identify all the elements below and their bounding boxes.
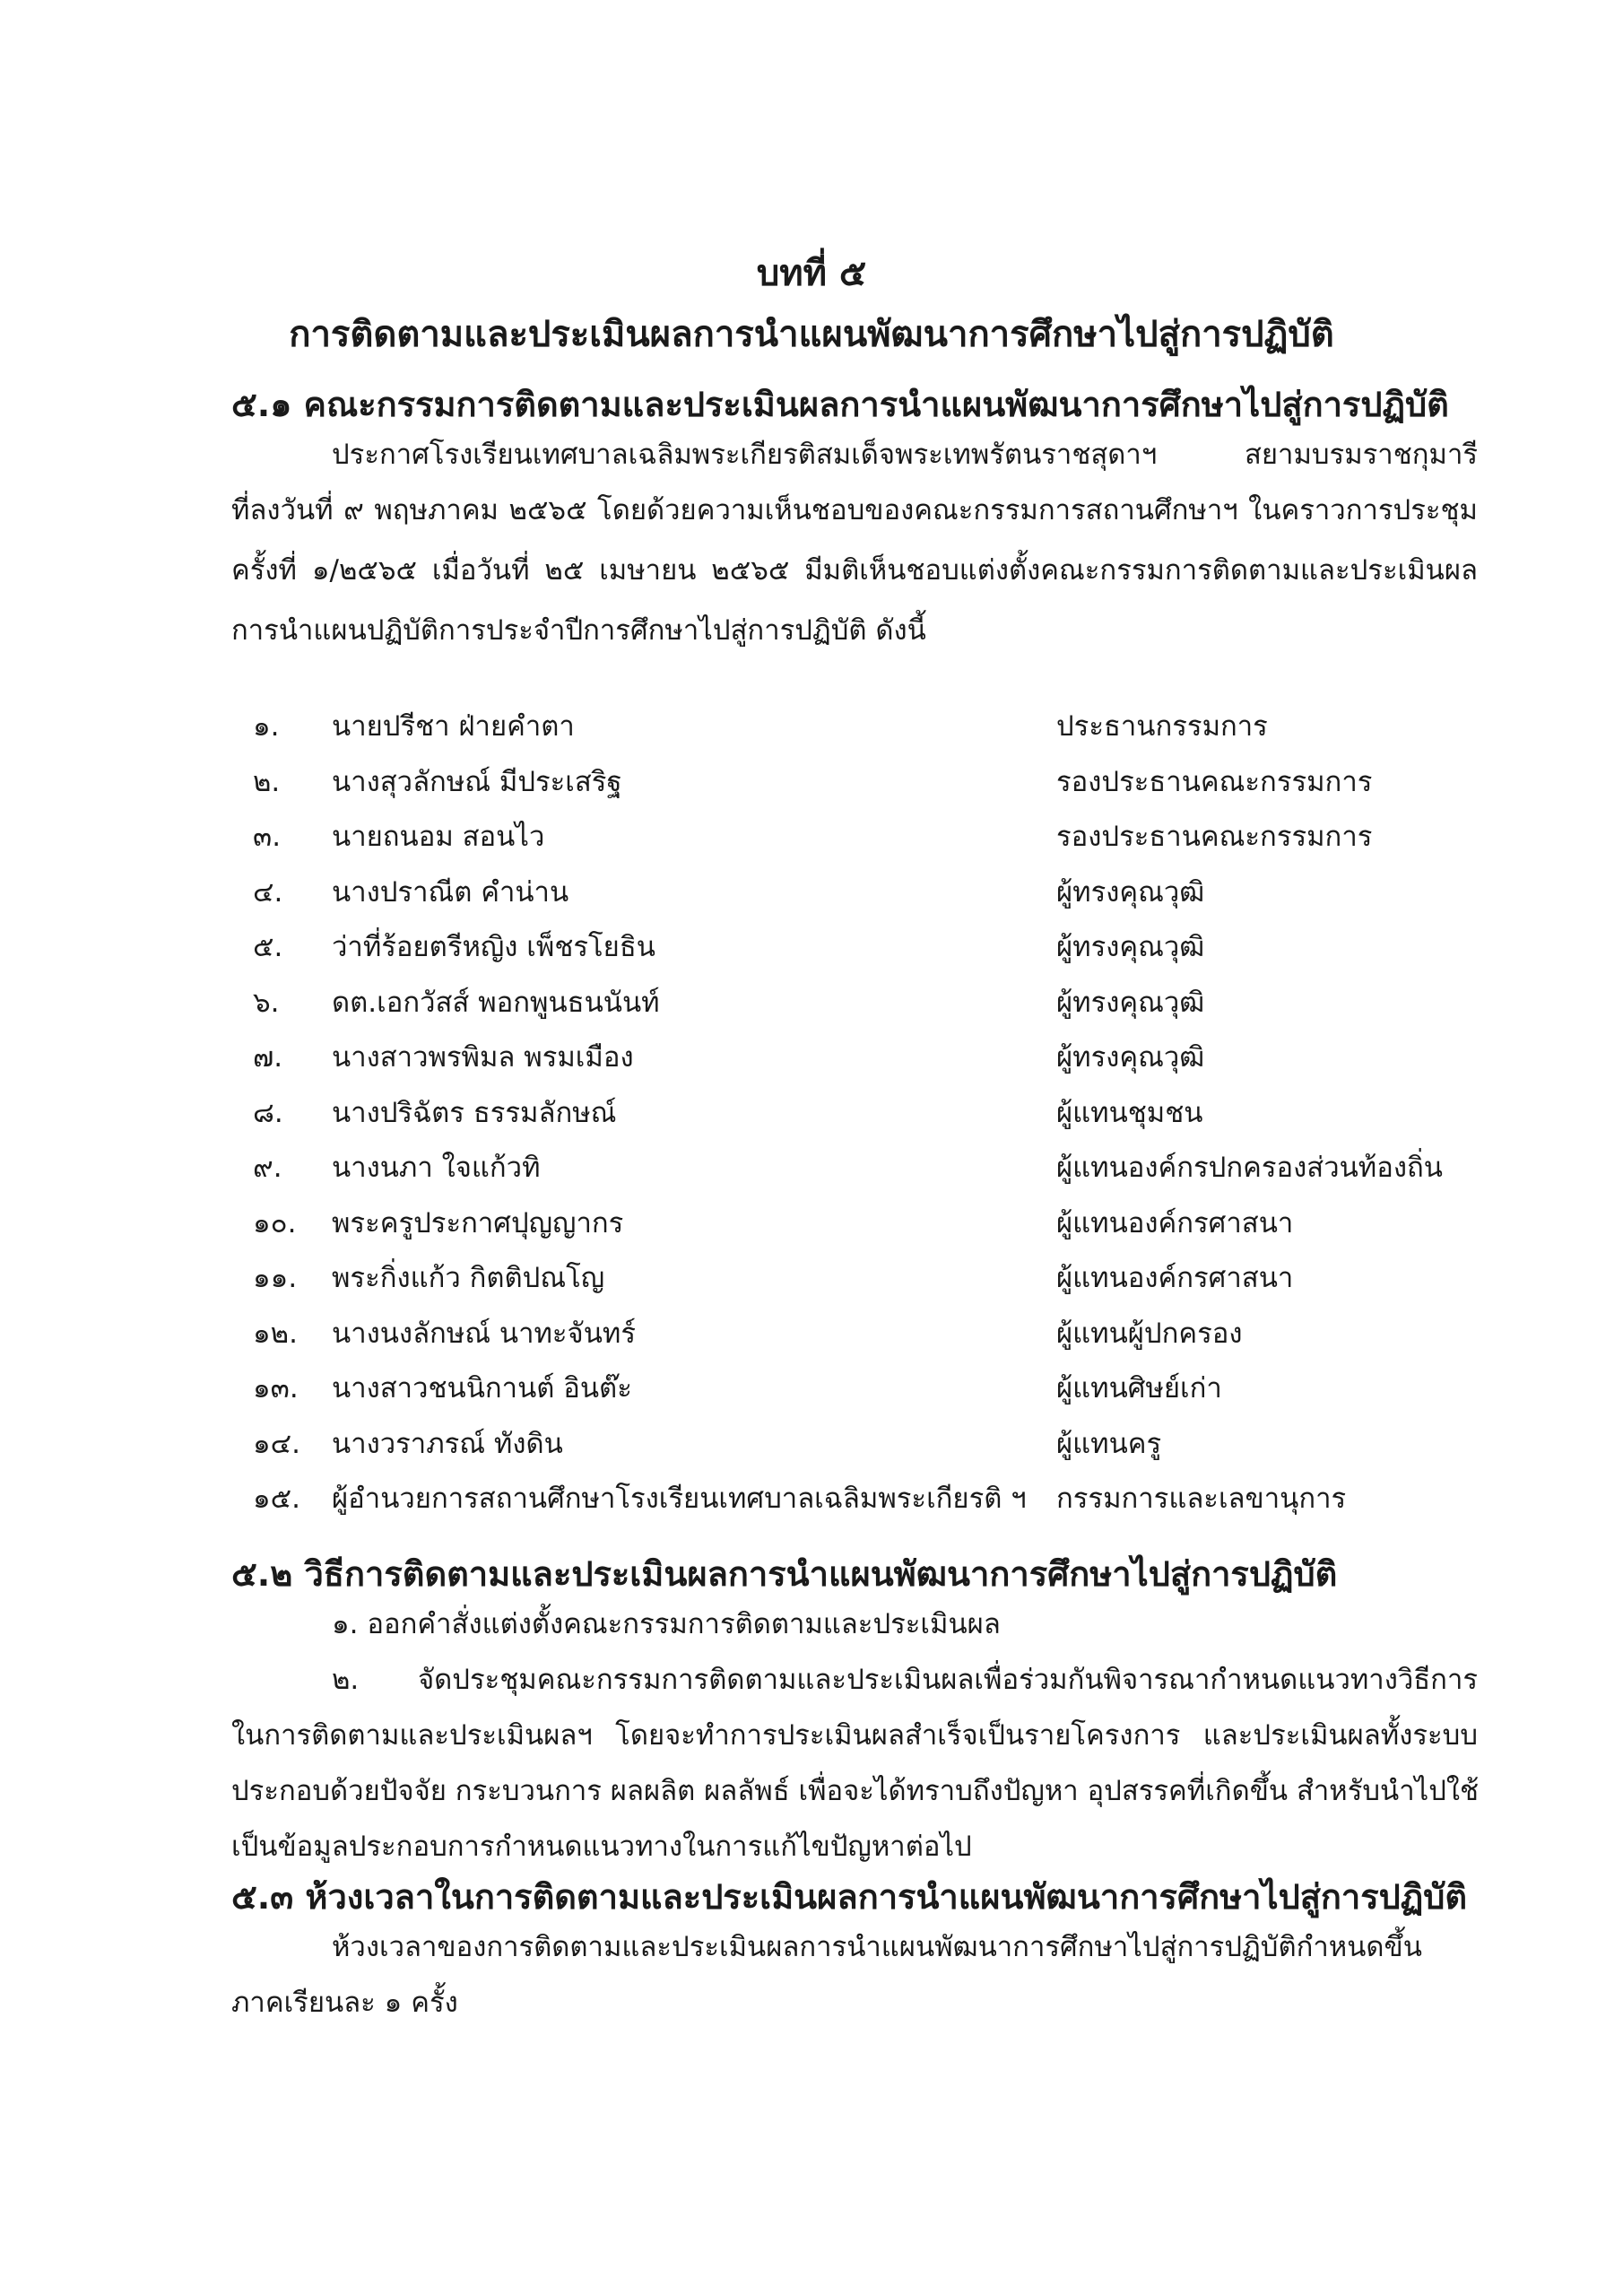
member-number: ๑๑. (253, 1262, 298, 1294)
member-role: ผู้แทนศิษย์เก่า (1056, 1372, 1222, 1405)
paragraph-line: ๑. ออกคำสั่งแต่งตั้งคณะกรรมการติดตามและประเมินผล (332, 1608, 1001, 1640)
member-number: ๑๓. (253, 1372, 299, 1405)
paragraph-line: การนำแผนปฏิบัติการประจำปีการศึกษาไปสู่การปฏิบัติ ดังนี้ (231, 614, 926, 647)
member-role: รองประธานคณะกรรมการ (1056, 821, 1373, 853)
committee-list (231, 696, 1505, 1524)
committee-member (231, 752, 1505, 807)
member-role: ผู้แทนครู (1056, 1427, 1162, 1460)
section-3-paragraph (231, 1919, 1478, 2031)
member-role: ผู้ทรงคุณวุฒิ (1056, 986, 1205, 1019)
member-name: นางสุวลักษณ์ มีประเสริฐ (332, 765, 622, 798)
paragraph-line: ในการติดตามและประเมินผลฯ โดยจะทำการประเมินผลสำเร็จเป็นรายโครงการ และประเมินผลทั้งระบบ (231, 1719, 1478, 1752)
member-number: ๑๕. (253, 1483, 300, 1515)
paragraph-line: ภาคเรียนละ ๑ ครั้ง (231, 1987, 458, 2019)
member-role: ผู้ทรงคุณวุฒิ (1056, 931, 1205, 963)
committee-member (231, 806, 1505, 862)
member-name: นางสาวชนนิกานต์ อินต๊ะ (332, 1372, 632, 1405)
member-name: นายปรีชา ฝ่ายคำตา (332, 710, 575, 743)
member-number: ๗. (253, 1041, 283, 1074)
member-role: ผู้ทรงคุณวุฒิ (1056, 1041, 1205, 1074)
member-role: รองประธานคณะกรรมการ (1056, 765, 1373, 798)
section-1-paragraph (231, 427, 1478, 658)
member-role: ผู้แทนชุมชน (1056, 1096, 1203, 1129)
paragraph-line: ครั้งที่ ๑/๒๕๖๕ เมื่อวันที่ ๒๕ เมษายน ๒๕๖๕ มีมติเห็นชอบแต่งตั้งคณะกรรมการติดตามและประเมินผล (231, 554, 1478, 587)
member-name: นางปราณีต คำน่าน (332, 875, 569, 909)
member-number: ๑๐. (253, 1206, 297, 1239)
member-name: ผู้อำนวยการสถานศึกษาโรงเรียนเทศบาลเฉลิมพระเกียรติ ฯ (332, 1483, 1027, 1515)
committee-member (231, 1027, 1505, 1083)
member-role: ผู้แทนองค์กรปกครองส่วนท้องถิ่น (1056, 1152, 1443, 1184)
paragraph-line: เป็นข้อมูลประกอบการกำหนดแนวทางในการแก้ไขปัญหาต่อไป (231, 1831, 972, 1863)
member-number: ๙. (253, 1152, 282, 1184)
member-role: ผู้แทนองค์กรศาสนา (1056, 1206, 1294, 1239)
member-name: นางนภา ใจแก้วทิ (332, 1152, 541, 1184)
member-number: ๓. (253, 821, 282, 853)
paragraph-line: ๒. จัดประชุมคณะกรรมการติดตามและประเมินผลเพื่อร่วมกันพิจารณากำหนดแนวทางวิธีการ (332, 1664, 1478, 1696)
committee-member (231, 1137, 1505, 1193)
committee-member (231, 1468, 1505, 1524)
paragraph-line: ประกอบด้วยปัจจัย กระบวนการ ผลผลิต ผลลัพธ์ เพื่อจะได้ทราบถึงปัญหา อุปสรรคที่เกิดขึ้น สำหรับนำไปใช้ (231, 1775, 1480, 1807)
member-number: ๑. (253, 710, 280, 743)
paragraph-line: ห้วงเวลาของการติดตามและประเมินผลการนำแผนพัฒนาการศึกษาไปสู่การปฏิบัติกำหนดขึ้น (332, 1931, 1422, 1963)
committee-member (231, 1083, 1505, 1138)
member-name: นางนงลักษณ์ นาทะจันทร์ (332, 1317, 637, 1350)
member-role: ผู้แทนองค์กรศาสนา (1056, 1262, 1294, 1294)
section-3-heading: ๕.๓ ห้วงเวลาในการติดตามและประเมินผลการนำแผนพัฒนาการศึกษาไปสู่การปฏิบัติ (231, 1877, 1468, 1917)
member-number: ๑๒. (253, 1317, 298, 1350)
member-role: ผู้แทนผู้ปกครอง (1056, 1317, 1243, 1350)
member-role: ผู้ทรงคุณวุฒิ (1056, 875, 1205, 909)
member-name: นายถนอม สอนไว (332, 821, 545, 853)
member-role: กรรมการและเลขานุการ (1056, 1483, 1347, 1515)
committee-member (231, 1303, 1505, 1359)
member-name: นางวราภรณ์ ทังดิน (332, 1427, 563, 1460)
section-1-heading: ๕.๑ คณะกรรมการติดตามและประเมินผลการนำแผนพัฒนาการศึกษาไปสู่การปฏิบัติ (231, 385, 1449, 424)
committee-member (231, 862, 1505, 918)
member-number: ๖. (253, 986, 280, 1019)
committee-member (231, 1358, 1505, 1413)
member-number: ๕. (253, 931, 283, 963)
member-number: ๒. (253, 765, 281, 798)
member-name: พระครูประกาศปุญญากร (332, 1206, 624, 1239)
committee-member (231, 1248, 1505, 1303)
paragraph-line: ประกาศโรงเรียนเทศบาลเฉลิมพระเกียรติสมเด็จพระเทพรัตนราชสุดาฯ สยามบรมราชกุมารี (332, 439, 1478, 471)
member-number: ๘. (253, 1096, 283, 1129)
member-role: ประธานกรรมการ (1056, 710, 1268, 743)
member-name: พระกิ่งแก้ว กิตติปณโญ (332, 1262, 605, 1294)
committee-member (231, 917, 1505, 972)
committee-member (231, 1413, 1505, 1469)
member-name: นางสาวพรพิมล พรมเมือง (332, 1041, 634, 1074)
member-number: ๑๔. (253, 1427, 300, 1460)
chapter-title: การติดตามและประเมินผลการนำแผนพัฒนาการศึกษาไปสู่การปฏิบัติ (289, 314, 1334, 355)
member-number: ๔. (253, 875, 283, 909)
section-2-paragraph (231, 1596, 1478, 1874)
chapter-number: บทที่ ๕ (756, 253, 867, 294)
committee-member (231, 696, 1505, 752)
committee-member (231, 1193, 1505, 1248)
committee-member (231, 972, 1505, 1028)
member-name: ว่าที่ร้อยตรีหญิง เพ็ชรโยธิน (332, 931, 655, 963)
paragraph-line: ที่ลงวันที่ ๙ พฤษภาคม ๒๕๖๕ โดยด้วยความเห็นชอบของคณะกรรมการสถานศึกษาฯ ในคราวการประชุม (231, 494, 1478, 526)
section-2-heading: ๕.๒ วิธีการติดตามและประเมินผลการนำแผนพัฒนาการศึกษาไปสู่การปฏิบัติ (231, 1554, 1338, 1594)
member-name: ดต.เอกวัสส์ พอกพูนธนนันท์ (332, 986, 660, 1019)
member-name: นางปริฉัตร ธรรมลักษณ์ (332, 1096, 617, 1129)
